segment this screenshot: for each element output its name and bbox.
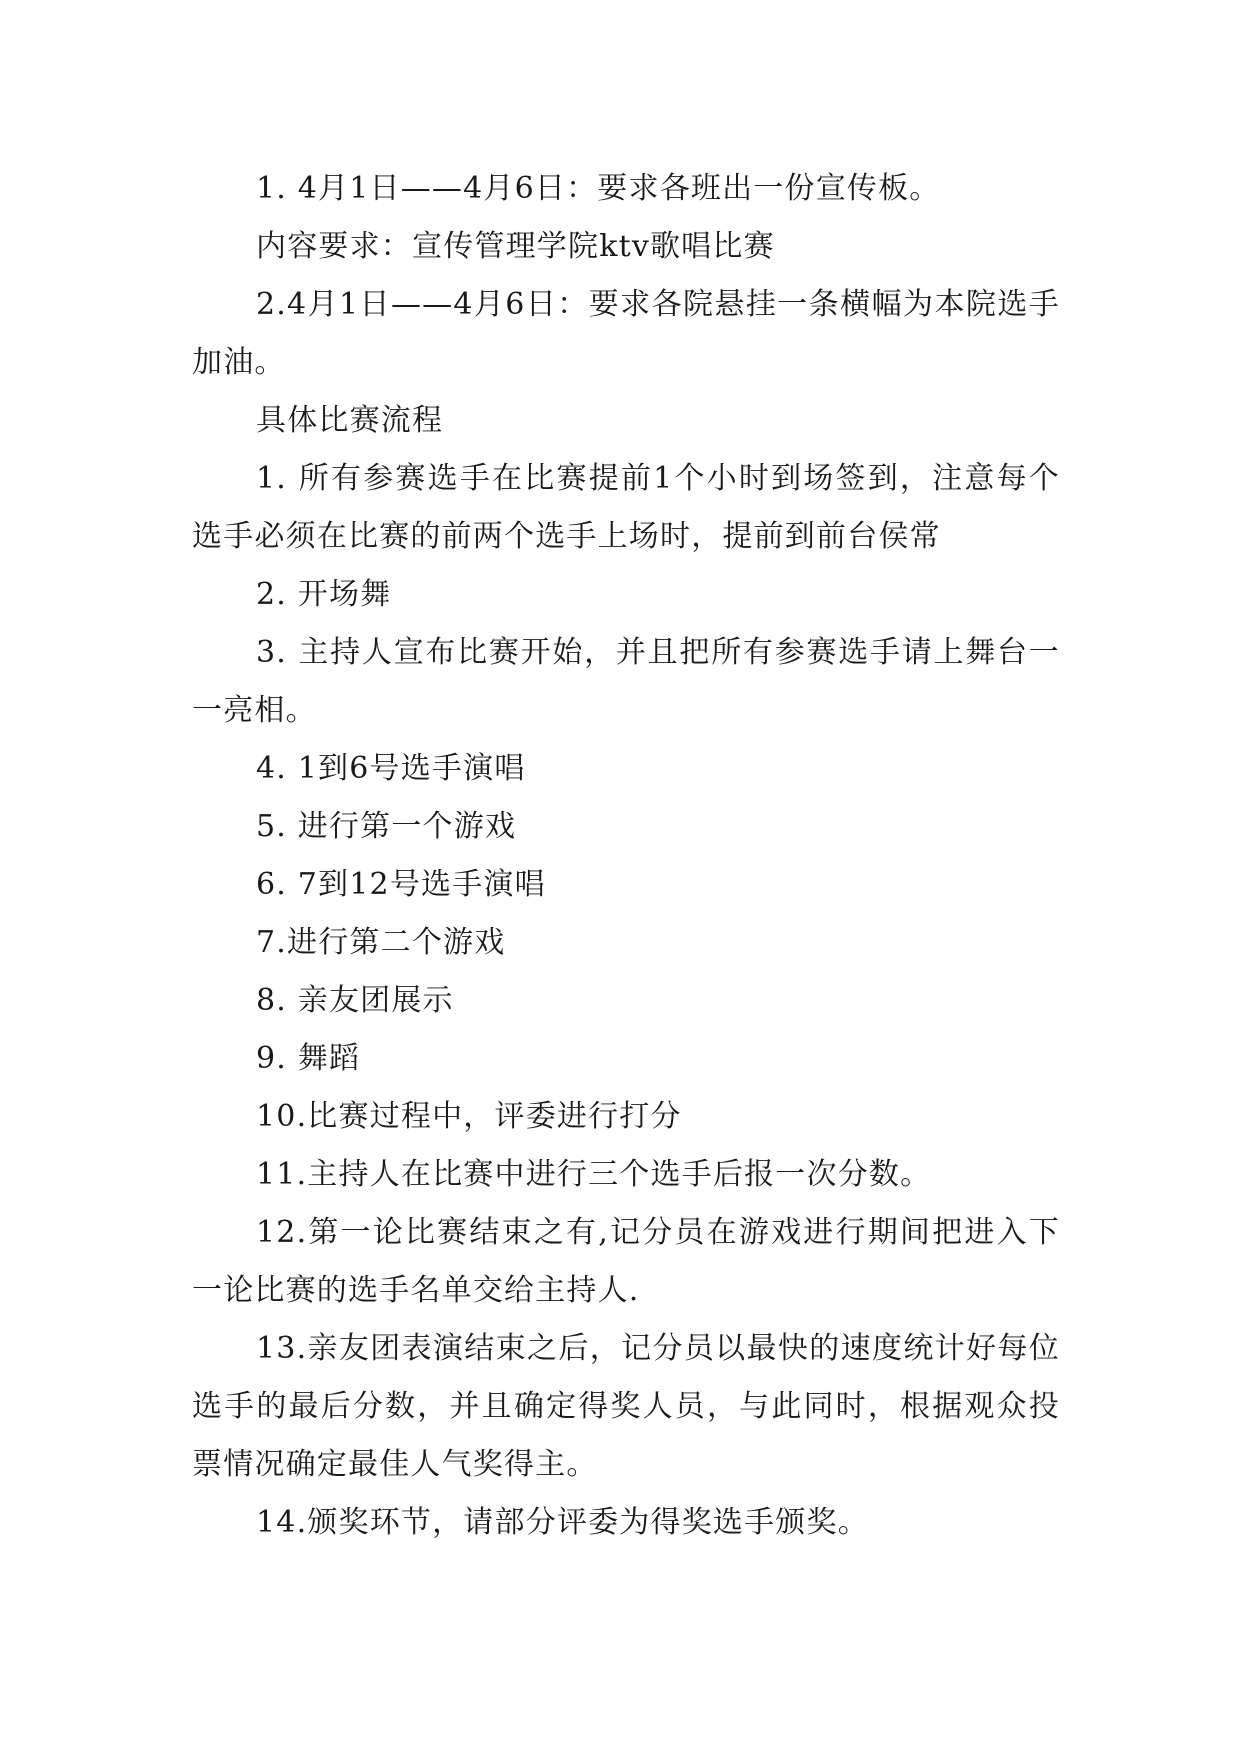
process-step-7: 7.进行第二个游戏 <box>256 925 506 960</box>
process-step-3: 3. 主持人宣布比赛开始，并且把所有参赛选手请上舞台一一亮相。 <box>192 635 1060 728</box>
process-step-5: 5. 进行第一个游戏 <box>256 809 517 844</box>
process-step-11: 11.主持人在比赛中进行三个选手后报一次分数。 <box>256 1157 932 1192</box>
process-step-13: 13.亲友团表演结束之后，记分员以最快的速度统计好每位选手的最后分数，并且确定得奖人员，与此同时，根据观众投票情况确定最佳人气奖得主。 <box>192 1331 1060 1482</box>
process-step-2: 2. 开场舞 <box>256 577 392 612</box>
process-step-6: 6. 7到12号选手演唱 <box>256 867 546 902</box>
paragraph-banner: 2.4月1日——4月6日：要求各院悬挂一条横幅为本院选手加油。 <box>192 287 1060 380</box>
process-step-1: 1. 所有参赛选手在比赛提前1个小时到场签到，注意每个选手必须在比赛的前两个选手上场时，提前到前台侯常 <box>192 461 1060 554</box>
process-step-9: 9. 舞蹈 <box>256 1041 361 1076</box>
process-step-10: 10.比赛过程中，评委进行打分 <box>256 1099 682 1134</box>
process-step-8: 8. 亲友团展示 <box>256 983 454 1018</box>
process-step-4: 4. 1到6号选手演唱 <box>256 751 526 786</box>
paragraph-content-requirement: 内容要求：宣传管理学院ktv歌唱比赛 <box>256 229 775 264</box>
process-step-14: 14.颁奖环节，请部分评委为得奖选手颁奖。 <box>256 1505 869 1540</box>
document-body <box>192 160 1060 1552</box>
paragraph-promo-board: 1. 4月1日——4月6日：要求各班出一份宣传板。 <box>256 171 941 206</box>
process-step-12: 12.第一论比赛结束之有,记分员在游戏进行期间把进入下一论比赛的选手名单交给主持人. <box>192 1215 1060 1308</box>
section-heading-process: 具体比赛流程 <box>256 403 444 438</box>
